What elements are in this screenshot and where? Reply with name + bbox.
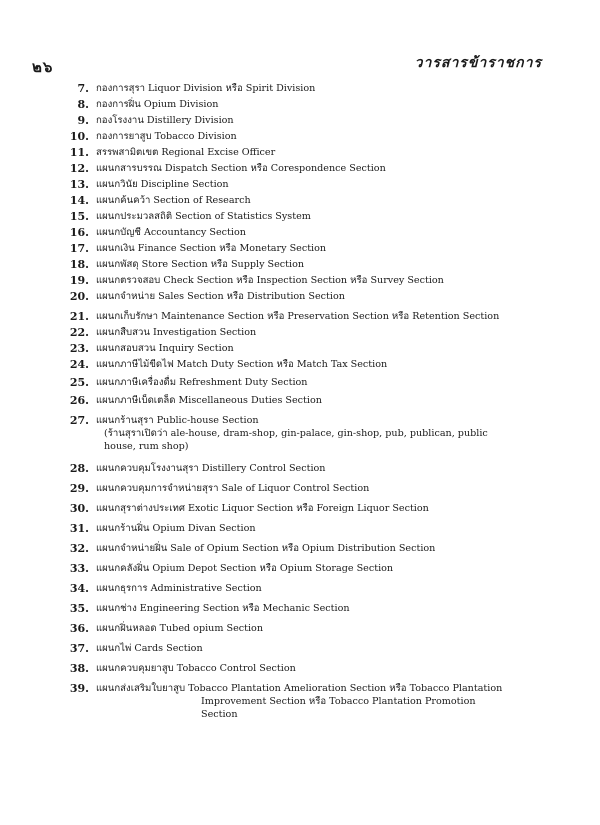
item-text: แผนกสืบสวน Investigation Section: [96, 327, 257, 338]
item-number: 22.: [69, 326, 89, 339]
list-item: [0, 522, 600, 535]
item-text: แผนกวินัย Discipline Section: [96, 179, 229, 190]
item-text: แผนกควบคุมการจำหน่ายสุรา Sale of Liquor Control Section: [96, 483, 370, 494]
item-text: แผนกค้นคว้า Section of Research: [96, 195, 251, 206]
item-text: สรรพสามิตเขต Regional Excise Officer: [96, 147, 276, 158]
item-number: 21.: [69, 310, 89, 323]
item-number: 29.: [69, 482, 89, 495]
item-number: 9.: [77, 114, 89, 127]
list-item: [0, 242, 600, 255]
list-item-continuation: Improvement Section หรือ Tobacco Plantation Promotion: [201, 696, 476, 707]
item-number: 11.: [69, 146, 89, 159]
item-number: 34.: [69, 582, 89, 595]
item-text: แผนกควบคุมโรงงานสุรา Distillery Control Section: [96, 463, 326, 474]
list-item: [0, 274, 600, 287]
item-number: 27.: [69, 414, 89, 427]
item-text: แผนกตรวจสอบ Check Section หรือ Inspection Section หรือ Survey Section: [96, 275, 444, 286]
item-number: 38.: [69, 662, 89, 675]
list-item: [0, 622, 600, 635]
list-item: [0, 414, 600, 427]
item-number: 24.: [69, 358, 89, 371]
list-item: [0, 562, 600, 575]
list-item: [0, 326, 600, 339]
list-item: [0, 178, 600, 191]
item-number: 33.: [69, 562, 89, 575]
item-text: แผนกร้านฝิ่น Opium Divan Section: [96, 523, 256, 534]
item-text: แผนกร้านสุรา Public-house Section: [96, 415, 259, 426]
item-number: 7.: [77, 82, 89, 95]
list-item: [0, 602, 600, 615]
item-text: แผนกเก็บรักษา Maintenance Section หรือ Preservation Section หรือ Retention Section: [96, 311, 500, 322]
item-text: กองการฝิ่น Opium Division: [96, 99, 219, 110]
list-item: [0, 462, 600, 475]
list-item: [0, 376, 600, 389]
list-item: [0, 662, 600, 675]
item-text: แผนกเงิน Finance Section หรือ Monetary Section: [96, 243, 327, 254]
list-item: [0, 310, 600, 323]
item-number: 10.: [69, 130, 89, 143]
item-number: 17.: [69, 242, 89, 255]
item-number: 31.: [69, 522, 89, 535]
running-title: วารสารข้าราชการ: [414, 55, 542, 71]
item-number: 12.: [69, 162, 89, 175]
item-number: 37.: [69, 642, 89, 655]
item-text: กองการสุรา Liquor Division หรือ Spirit Division: [96, 83, 316, 94]
item-text: แผนกสุราต่างประเทศ Exotic Liquor Section หรือ Foreign Liquor Section: [96, 503, 429, 514]
item-text: แผนกจำหน่าย Sales Section หรือ Distribution Section: [96, 291, 345, 302]
list-item-continuation: (ร้านสุราเปิดว่า ale-house, dram-shop, gin-palace, gin-shop, pub, publican, public: [104, 428, 488, 439]
list-item: [0, 290, 600, 303]
item-text: แผนกควบคุมยาสูบ Tobacco Control Section: [96, 663, 296, 674]
item-text: แผนกภาษีเบ็ดเตล็ด Miscellaneous Duties Section: [96, 395, 322, 406]
item-number: 23.: [69, 342, 89, 355]
item-text: แผนกส่งเสริมใบยาสูบ Tobacco Plantation Amelioration Section หรือ Tobacco Plantation: [96, 683, 503, 694]
item-number: 39.: [69, 682, 89, 695]
item-number: 16.: [69, 226, 89, 239]
page-number: ๒๖: [32, 58, 54, 76]
list-item: [0, 682, 600, 695]
list-item: [0, 194, 600, 207]
entry-list: [0, 82, 600, 721]
list-item: [0, 482, 600, 495]
item-text: แผนกภาษีไม้ขีดไฟ Match Duty Section หรือ Match Tax Section: [96, 359, 388, 370]
item-text: แผนกคลังฝิ่น Opium Depot Section หรือ Opium Storage Section: [96, 563, 394, 574]
item-number: 19.: [69, 274, 89, 287]
item-number: 13.: [69, 178, 89, 191]
item-number: 28.: [69, 462, 89, 475]
item-number: 20.: [69, 290, 89, 303]
list-item: [0, 358, 600, 371]
item-text: แผนกฝิ่นหลอด Tubed opium Section: [96, 623, 263, 634]
item-number: 8.: [77, 98, 89, 111]
list-item: [0, 582, 600, 595]
item-number: 18.: [69, 258, 89, 271]
list-item: [0, 258, 600, 271]
item-text: แผนกช่าง Engineering Section หรือ Mechanic Section: [96, 603, 350, 614]
list-item: [0, 502, 600, 515]
item-number: 25.: [69, 376, 89, 389]
list-item: [0, 642, 600, 655]
item-text: กองโรงงาน Distillery Division: [96, 115, 234, 126]
item-text: แผนกธุรการ Administrative Section: [96, 583, 262, 594]
list-item: [0, 210, 600, 223]
list-item-continuation: house, rum shop): [104, 441, 189, 452]
list-item: [0, 226, 600, 239]
item-text: แผนกไพ่ Cards Section: [96, 643, 203, 654]
item-number: 14.: [69, 194, 89, 207]
list-item: [0, 542, 600, 555]
item-number: 36.: [69, 622, 89, 635]
item-number: 30.: [69, 502, 89, 515]
item-number: 35.: [69, 602, 89, 615]
item-text: แผนกภาษีเครื่องดื่ม Refreshment Duty Section: [96, 377, 308, 388]
item-text: แผนกสารบรรณ Dispatch Section หรือ Corespondence Section: [96, 163, 386, 174]
list-item-continuation: Section: [201, 709, 238, 720]
item-text: กองการยาสูบ Tobacco Division: [96, 131, 237, 142]
list-item: [0, 130, 600, 143]
list-item: [0, 98, 600, 111]
item-text: แผนกจำหน่ายฝิ่น Sale of Opium Section หรือ Opium Distribution Section: [96, 543, 436, 554]
item-text: แผนกประมวลสถิติ Section of Statistics System: [96, 211, 311, 222]
item-number: 15.: [69, 210, 89, 223]
list-item: [0, 114, 600, 127]
list-item: [0, 394, 600, 407]
item-number: 32.: [69, 542, 89, 555]
item-text: แผนกบัญชี Accountancy Section: [96, 227, 246, 238]
list-item: [0, 82, 600, 95]
item-text: แผนกสอบสวน Inquiry Section: [96, 343, 234, 354]
list-item: [0, 162, 600, 175]
item-number: 26.: [69, 394, 89, 407]
item-text: แผนกพัสดุ Store Section หรือ Supply Section: [96, 259, 305, 270]
list-item: [0, 342, 600, 355]
list-item: [0, 146, 600, 159]
